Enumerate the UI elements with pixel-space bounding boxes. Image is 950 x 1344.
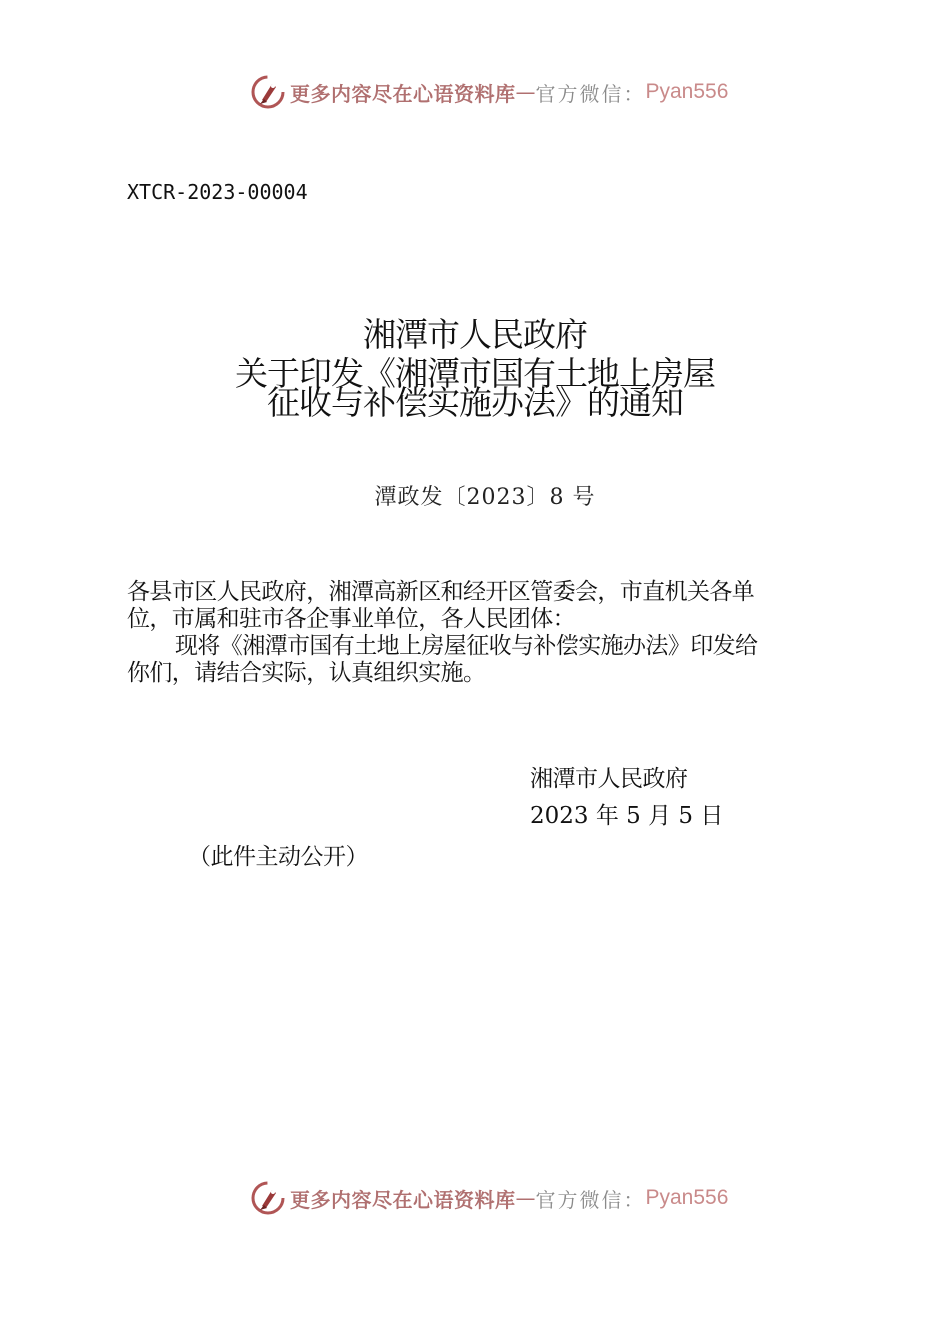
- watermark-wechat-label: 官方微信：: [535, 81, 646, 106]
- watermark-wechat-label: 官方微信：: [535, 1187, 646, 1212]
- header-watermark: [250, 74, 728, 110]
- title-line-3: 征收与补偿实施办法》的通知: [267, 383, 683, 422]
- document-number: 潭政发〔2023〕8 号: [374, 485, 596, 510]
- body-line-4: 你们，请结合实际，认真组织实施。: [127, 660, 486, 686]
- watermark-dash: —: [515, 80, 536, 104]
- title-line-1: 湘潭市人民政府: [363, 315, 587, 354]
- body-line-2: 位，市属和驻市各企事业单位，各人民团体：: [127, 606, 576, 632]
- signature-organization: 湘潭市人民政府: [530, 766, 688, 792]
- disclosure-note: （此件主动公开）: [188, 844, 368, 870]
- pen-nib-logo-icon: [250, 1180, 286, 1216]
- title-line-2: 关于印发《湘潭市国有土地上房屋: [235, 354, 715, 393]
- watermark-brand-text: 更多内容尽在心语资料库: [290, 81, 516, 106]
- watermark-dash: —: [515, 1186, 536, 1210]
- watermark-wechat-id: Pyan556: [645, 1186, 729, 1209]
- document-code: XTCR-2023-00004: [127, 180, 308, 204]
- body-line-3: 现将《湘潭市国有土地上房屋征收与补偿实施办法》印发给: [175, 633, 758, 659]
- watermark-brand-text: 更多内容尽在心语资料库: [290, 1187, 516, 1212]
- pen-nib-logo-icon: [250, 74, 286, 110]
- body-line-1: 各县市区人民政府，湘潭高新区和经开区管委会，市直机关各单: [127, 579, 755, 605]
- footer-watermark: [250, 1180, 728, 1216]
- signature-date: 2023 年 5 月 5 日: [530, 803, 724, 829]
- watermark-wechat-id: Pyan556: [645, 80, 729, 103]
